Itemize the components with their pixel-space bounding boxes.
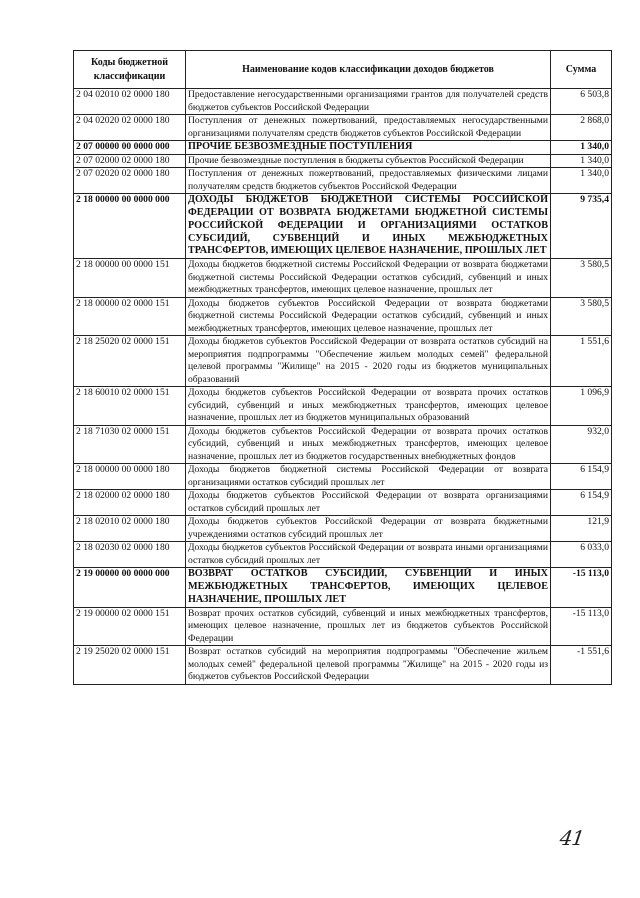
name-cell: Доходы бюджетов бюджетной системы Российской Федерации от возврата бюджетами бюджетной системы Российской Федерации остатков субсидий, субвенций и иных межбюджетных трансфертов, имеющих целевое назначение, прошлых лет	[186, 259, 551, 298]
name-cell: Возврат остатков субсидий на мероприятия подпрограммы "Обеспечение жильем молодых семей" федеральной целевой программы "Жилище" на 2015 - 2020 годы из бюджетов субъектов Российской Федерации	[186, 646, 551, 685]
table-row	[74, 425, 612, 464]
budget-income-table	[73, 50, 612, 685]
sum-cell: -1 551,6	[551, 646, 612, 685]
table-row	[74, 168, 612, 194]
code-cell: 2 18 02000 02 0000 180	[74, 490, 186, 516]
table-row	[74, 115, 612, 141]
code-cell: 2 18 00000 00 0000 151	[74, 259, 186, 298]
table-row	[74, 297, 612, 336]
name-cell: Доходы бюджетов субъектов Российской Федерации от возврата остатков субсидий на мероприятия подпрограммы "Обеспечение жильем молодых семей" федеральной целевой программы "Жилище" на 2015 - 2020 годы из бюджетов муниципальных образований	[186, 336, 551, 387]
code-cell: 2 07 02020 02 0000 180	[74, 168, 186, 194]
code-cell: 2 18 71030 02 0000 151	[74, 425, 186, 464]
table-row	[74, 336, 612, 387]
sum-cell: 1 340,0	[551, 154, 612, 168]
sum-cell: 1 096,9	[551, 387, 612, 426]
name-cell: Доходы бюджетов субъектов Российской Федерации от возврата прочих остатков субсидий, субвенций и иных межбюджетных трансфертов, имеющих целевое назначение, прошлых лет из бюджетов государственных внебюджетных фондов	[186, 425, 551, 464]
code-cell: 2 18 00000 00 0000 000	[74, 194, 186, 259]
code-cell: 2 19 00000 02 0000 151	[74, 607, 186, 646]
sum-cell: 6 154,9	[551, 490, 612, 516]
sum-cell: 1 340,0	[551, 168, 612, 194]
sum-cell: 6 033,0	[551, 542, 612, 568]
table-row	[74, 516, 612, 542]
name-cell: ВОЗВРАТ ОСТАТКОВ СУБСИДИЙ, СУБВЕНЦИЙ И ИНЫХ МЕЖБЮДЖЕТНЫХ ТРАНСФЕРТОВ, ИМЕЮЩИХ ЦЕЛЕВОЕ НАЗНАЧЕНИЕ, ПРОШЛЫХ ЛЕТ	[186, 568, 551, 607]
name-cell: ПРОЧИЕ БЕЗВОЗМЕЗДНЫЕ ПОСТУПЛЕНИЯ	[186, 141, 551, 155]
sum-cell: 9 735,4	[551, 194, 612, 259]
table-row	[74, 194, 612, 259]
table-row	[74, 89, 612, 115]
name-cell: ДОХОДЫ БЮДЖЕТОВ БЮДЖЕТНОЙ СИСТЕМЫ РОССИЙСКОЙ ФЕДЕРАЦИИ ОТ ВОЗВРАТА БЮДЖЕТАМИ БЮДЖЕТНОЙ СИСТЕМЫ РОССИЙСКОЙ ФЕДЕРАЦИИ И ОРГАНИЗАЦИЯМИ ОСТАТКОВ СУБСИДИЙ, СУБВЕНЦИЙ И ИНЫХ МЕЖБЮДЖЕТНЫХ ТРАНСФЕРТОВ, ИМЕЮЩИХ ЦЕЛЕВОЕ НАЗНАЧЕНИЕ, ПРОШЛЫХ ЛЕТ	[186, 194, 551, 259]
code-cell: 2 18 02030 02 0000 180	[74, 542, 186, 568]
name-cell: Предоставление негосударственными организациями грантов для получателей средств бюджетов субъектов Российской Федерации	[186, 89, 551, 115]
sum-cell: 6 503,8	[551, 89, 612, 115]
code-cell: 2 18 00000 02 0000 151	[74, 297, 186, 336]
code-cell: 2 07 02000 02 0000 180	[74, 154, 186, 168]
sum-cell: 1 340,0	[551, 141, 612, 155]
sum-cell: 121,9	[551, 516, 612, 542]
name-cell: Доходы бюджетов субъектов Российской Федерации от возврата бюджетными учреждениями остатков субсидий прошлых лет	[186, 516, 551, 542]
code-cell: 2 04 02010 02 0000 180	[74, 89, 186, 115]
code-cell: 2 19 25020 02 0000 151	[74, 646, 186, 685]
sum-cell: 1 551,6	[551, 336, 612, 387]
table-row	[74, 259, 612, 298]
table-row	[74, 568, 612, 607]
header-row	[74, 51, 612, 89]
table-body	[74, 89, 612, 685]
name-cell: Прочие безвозмездные поступления в бюджеты субъектов Российской Федерации	[186, 154, 551, 168]
header-code: Коды бюджетной классификации	[74, 51, 186, 89]
code-cell: 2 04 02020 02 0000 180	[74, 115, 186, 141]
table-row	[74, 387, 612, 426]
name-cell: Поступления от денежных пожертвований, предоставляемых негосударственными организациями получателям средств бюджетов субъектов Российской Федерации	[186, 115, 551, 141]
table-row	[74, 464, 612, 490]
header-sum: Сумма	[551, 51, 612, 89]
table-row	[74, 154, 612, 168]
code-cell: 2 19 00000 00 0000 000	[74, 568, 186, 607]
code-cell: 2 18 25020 02 0000 151	[74, 336, 186, 387]
name-cell: Поступления от денежных пожертвований, предоставляемых физическими лицами получателям средств бюджетов субъектов Российской Федерации	[186, 168, 551, 194]
table-row	[74, 141, 612, 155]
code-cell: 2 18 00000 00 0000 180	[74, 464, 186, 490]
sum-cell: 3 580,5	[551, 297, 612, 336]
name-cell: Доходы бюджетов субъектов Российской Федерации от возврата иными организациями остатков субсидий прошлых лет	[186, 542, 551, 568]
table-row	[74, 646, 612, 685]
code-cell: 2 18 02010 02 0000 180	[74, 516, 186, 542]
sum-cell: 3 580,5	[551, 259, 612, 298]
code-cell: 2 18 60010 02 0000 151	[74, 387, 186, 426]
table-header	[74, 51, 612, 89]
table-row	[74, 607, 612, 646]
code-cell: 2 07 00000 00 0000 000	[74, 141, 186, 155]
sum-cell: 932,0	[551, 425, 612, 464]
page-number: 41	[558, 826, 586, 850]
sum-cell: 2 868,0	[551, 115, 612, 141]
name-cell: Доходы бюджетов субъектов Российской Федерации от возврата прочих остатков субсидий, субвенций и иных межбюджетных трансфертов, имеющих целевое назначение, прошлых лет из бюджетов муниципальных образований	[186, 387, 551, 426]
sum-cell: -15 113,0	[551, 607, 612, 646]
table-row	[74, 490, 612, 516]
name-cell: Возврат прочих остатков субсидий, субвенций и иных межбюджетных трансфертов, имеющих целевое назначение, прошлых лет из бюджетов субъектов Российской Федерации	[186, 607, 551, 646]
name-cell: Доходы бюджетов субъектов Российской Федерации от возврата бюджетами бюджетной системы Российской Федерации остатков субсидий, субвенций и иных межбюджетных трансфертов, имеющих целевое назначение, прошлых лет	[186, 297, 551, 336]
sum-cell: 6 154,9	[551, 464, 612, 490]
table-row	[74, 542, 612, 568]
name-cell: Доходы бюджетов бюджетной системы Российской Федерации от возврата организациями остатков субсидий прошлых лет	[186, 464, 551, 490]
sum-cell: -15 113,0	[551, 568, 612, 607]
name-cell: Доходы бюджетов субъектов Российской Федерации от возврата организациями остатков субсидий прошлых лет	[186, 490, 551, 516]
header-name: Наименование кодов классификации доходов бюджетов	[186, 51, 551, 89]
